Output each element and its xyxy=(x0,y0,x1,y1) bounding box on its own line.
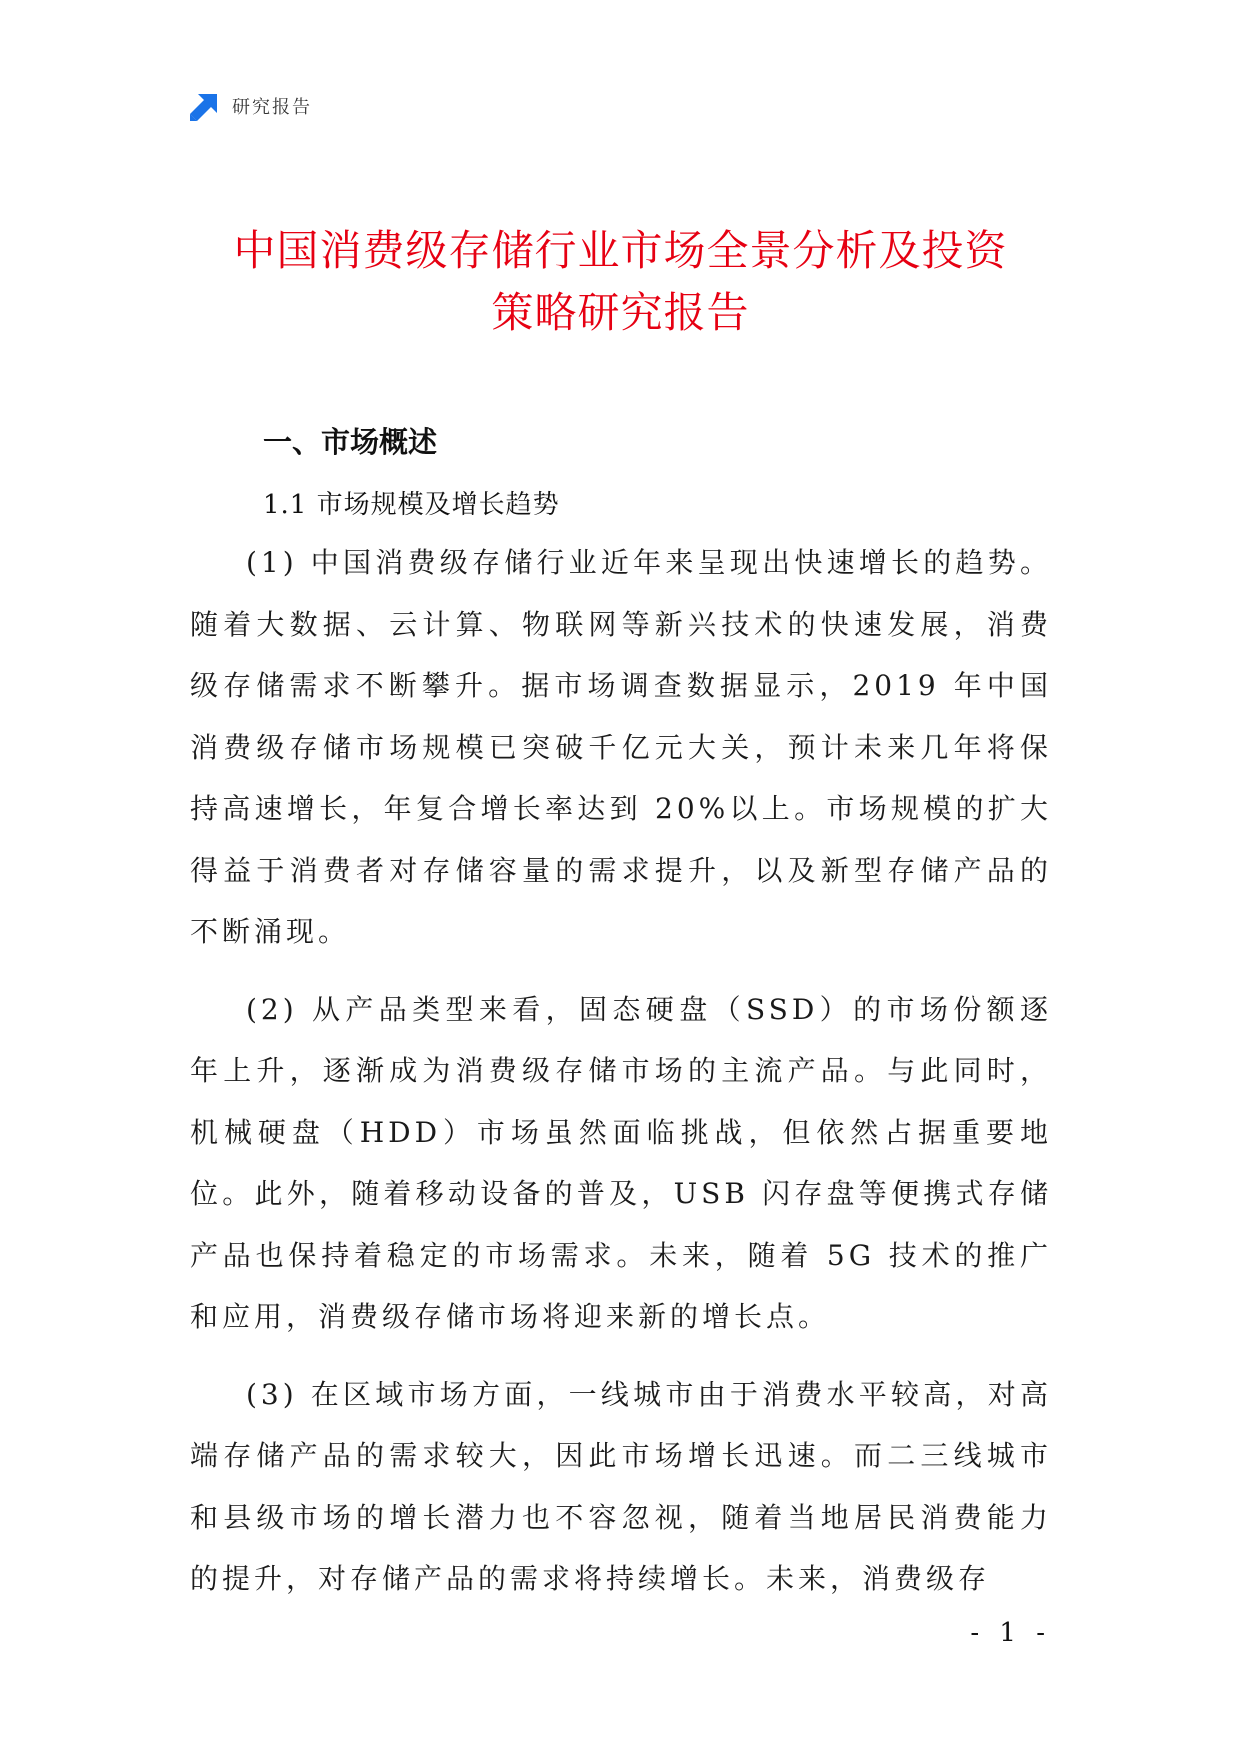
paragraph-3: (3) 在区域市场方面，一线城市由于消费水平较高，对高端存储产品的需求较大，因此市场增长迅速。而二三线城市和县级市场的增长潜力也不容忽视，随着当地居民消费能力的提升，对存储产品的需求将持续增长。未来，消费级存 xyxy=(190,1377,1052,1595)
arrow-up-right-icon xyxy=(190,91,220,121)
report-header xyxy=(190,90,312,122)
page-number: - 1 - xyxy=(970,1618,1051,1648)
section-heading: 一、市场概述 xyxy=(263,425,438,459)
paragraph-2: (2) 从产品类型来看，固态硬盘（SSD）的市场份额逐年上升，逐渐成为消费级存储市场的主流产品。与此同时，机械硬盘（HDD）市场虽然面临挑战，但依然占据重要地位。此外，随着移动设备的普及，USB 闪存盘等便携式存储产品也保持着稳定的市场需求。未来，随着 5G 技术的推广和应用，消费级存储市场将迎来新的增长点。 xyxy=(190,992,1052,1333)
header-label: 研究报告 xyxy=(232,97,312,118)
paragraph-1: (1) 中国消费级存储行业近年来呈现出快速增长的趋势。随着大数据、云计算、物联网等新兴技术的快速发展，消费级存储需求不断攀升。据市场调查数据显示，2019 年中国消费级存储市场规模已突破千亿元大关，预计未来几年将保持高速增长，年复合增长率达到 20%以上。市场规模的扩大得益于消费者对存储容量的需求提升，以及新型存储产品的不断涌现。 xyxy=(190,546,1052,948)
title-line-2: 策略研究报告 xyxy=(491,288,750,337)
subsection-heading: 1.1 市场规模及增长趋势 xyxy=(263,490,560,520)
body-text xyxy=(190,532,1052,1610)
document-title xyxy=(150,220,1091,344)
title-line-1: 中国消费级存储行业市场全景分析及投资 xyxy=(233,226,1008,275)
